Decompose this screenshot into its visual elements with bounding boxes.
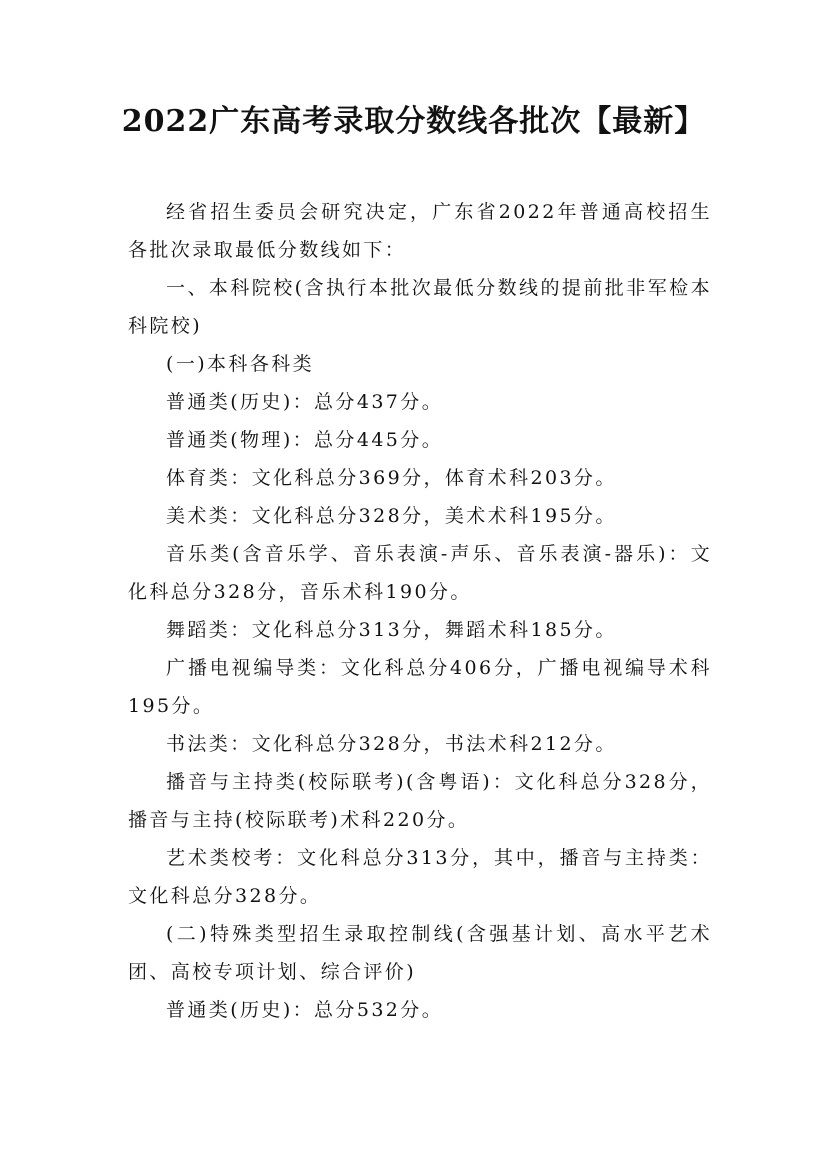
- paragraph-art-school-exam: 艺术类校考：文化科总分313分，其中，播音与主持类：文化科总分328分。: [128, 847, 712, 907]
- document-title: 2022广东高考录取分数线各批次【最新】: [121, 104, 706, 139]
- document-body: [128, 193, 712, 1029]
- paragraph-sports: 体育类：文化科总分369分，体育术科203分。: [166, 467, 617, 489]
- paragraph-dance: 舞蹈类：文化科总分313分，舞蹈术科185分。: [166, 619, 617, 641]
- paragraph-broadcasting-hosting: 播音与主持类(校际联考)(含粤语)：文化科总分328分，播音与主持(校际联考)术科220分。: [128, 771, 712, 831]
- paragraph-subsection-1: (一)本科各科类: [166, 353, 315, 375]
- paragraph-broadcast-directing: 广播电视编导类：文化科总分406分，广播电视编导术科195分。: [128, 657, 712, 717]
- paragraph-history-general: 普通类(历史)：总分437分。: [166, 391, 444, 413]
- paragraph-intro: 经省招生委员会研究决定，广东省2022年普通高校招生各批次录取最低分数线如下：: [128, 201, 712, 261]
- paragraph-fine-arts: 美术类：文化科总分328分，美术术科195分。: [166, 505, 617, 527]
- paragraph-music: 音乐类(含音乐学、音乐表演-声乐、音乐表演-器乐)：文化科总分328分，音乐术科190分。: [128, 543, 712, 603]
- paragraph-section-1: 一、本科院校(含执行本批次最低分数线的提前批非军检本科院校): [128, 277, 712, 337]
- paragraph-special-history: 普通类(历史)：总分532分。: [166, 999, 444, 1021]
- paragraph-calligraphy: 书法类：文化科总分328分，书法术科212分。: [166, 733, 617, 755]
- paragraph-subsection-2: (二)特殊类型招生录取控制线(含强基计划、高水平艺术团、高校专项计划、综合评价): [128, 923, 712, 983]
- paragraph-physics-general: 普通类(物理)：总分445分。: [166, 429, 444, 451]
